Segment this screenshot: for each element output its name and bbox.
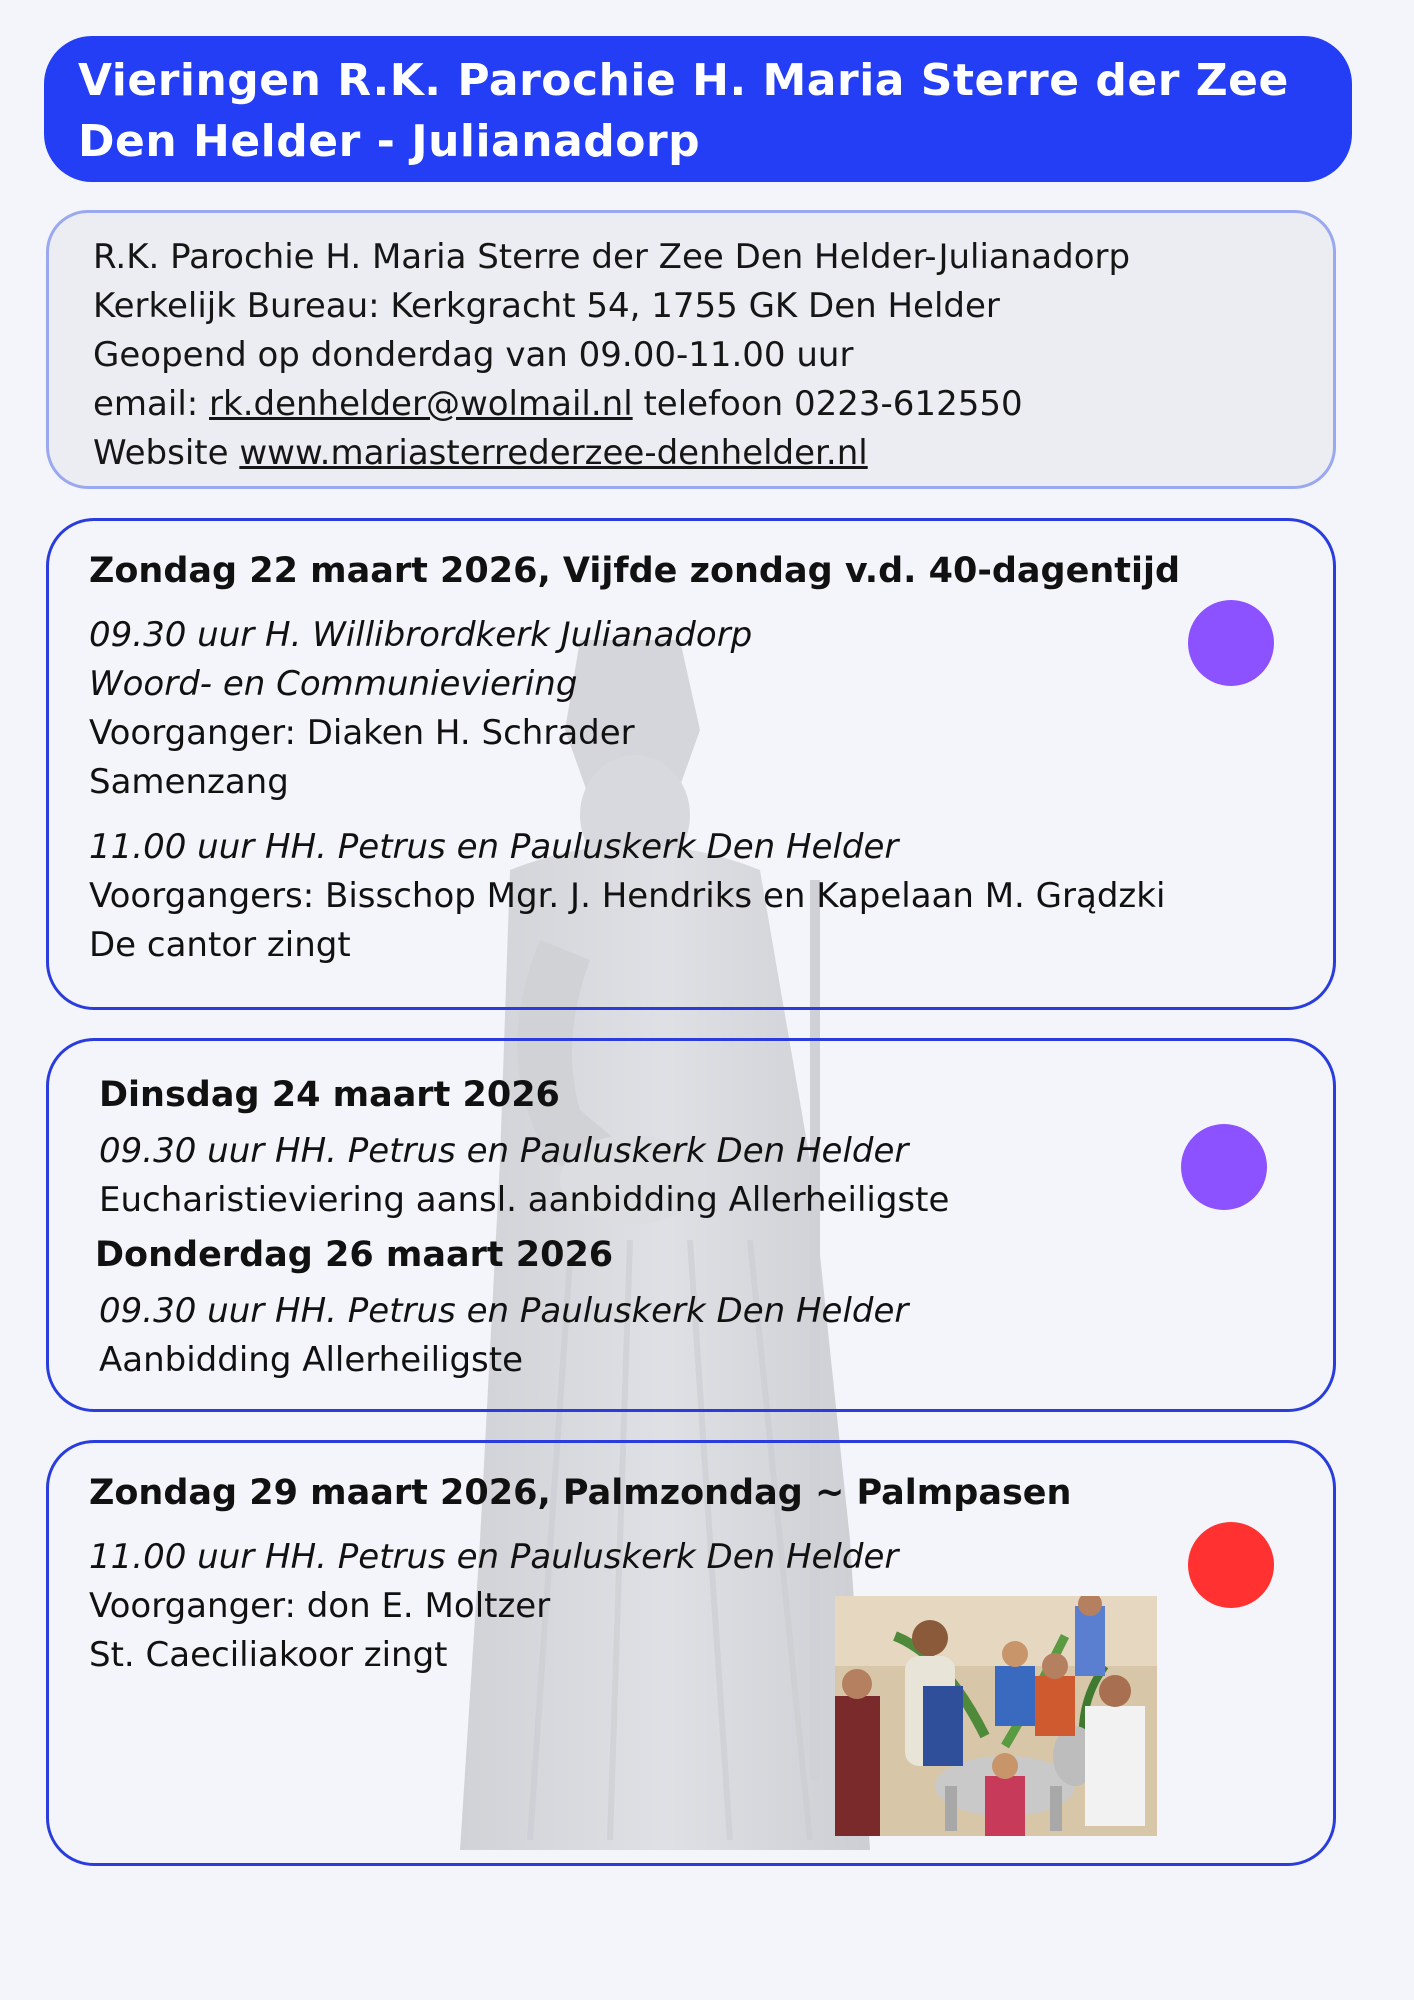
service-time-place: 11.00 uur HH. Petrus en Pauluskerk Den Helder — [89, 827, 899, 867]
day-title-tuesday-24: Dinsdag 24 maart 2026 — [99, 1075, 560, 1115]
day-title-sunday-29: Zondag 29 maart 2026, Palmzondag ~ Palmpasen — [89, 1473, 1072, 1513]
service-type: Eucharistieviering aansl. aanbidding Allerheiligste — [99, 1180, 950, 1220]
email-link[interactable]: rk.denhelder@wolmail.nl — [209, 384, 633, 424]
liturgical-color-dot-red — [1188, 1522, 1274, 1608]
office-address: Kerkelijk Bureau: Kerkgracht 54, 1755 GK Den Helder — [93, 286, 1000, 326]
service-leader: Voorgangers: Bisschop Mgr. J. Hendriks en Kapelaan M. Grądzki — [89, 876, 1166, 916]
service-box-sunday-22 — [46, 518, 1336, 1010]
parish-name: R.K. Parochie H. Maria Sterre der Zee Den Helder-Julianadorp — [93, 237, 1131, 277]
header-title-line1: Vieringen R.K. Parochie H. Maria Sterre der Zee — [78, 55, 1289, 106]
service-time-place: 11.00 uur HH. Petrus en Pauluskerk Den Helder — [89, 1537, 899, 1577]
website-link[interactable]: www.mariasterrederzee-denhelder.nl — [239, 433, 868, 473]
liturgical-color-dot-purple — [1188, 600, 1274, 686]
liturgical-color-dot-purple — [1181, 1124, 1267, 1210]
day-title-sunday-22: Zondag 22 maart 2026, Vijfde zondag v.d. 40-dagentijd — [89, 551, 1181, 591]
service-type: Aanbidding Allerheiligste — [99, 1340, 524, 1380]
day-title-thursday-26: Donderdag 26 maart 2026 — [95, 1235, 614, 1275]
service-type: Woord- en Communieviering — [89, 664, 578, 704]
phone-text: telefoon 0223-612550 — [632, 384, 1023, 424]
website-line — [93, 429, 1333, 478]
service-leader: Voorganger: don E. Moltzer — [89, 1586, 551, 1626]
service-time-place: 09.30 uur H. Willibrordkerk Julianadorp — [89, 615, 753, 655]
service-music: De cantor zingt — [89, 925, 351, 965]
website-label: Website — [93, 433, 240, 473]
page-header — [44, 36, 1352, 182]
palm-sunday-illustration-icon — [835, 1596, 1157, 1836]
service-time-place: 09.30 uur HH. Petrus en Pauluskerk Den Helder — [99, 1131, 909, 1171]
office-hours: Geopend op donderdag van 09.00-11.00 uur — [93, 335, 854, 375]
service-time-place: 09.30 uur HH. Petrus en Pauluskerk Den Helder — [99, 1291, 909, 1331]
email-phone-line — [93, 380, 1333, 429]
service-music: Samenzang — [89, 762, 289, 802]
header-title-line2: Den Helder - Julianadorp — [78, 116, 701, 167]
service-box-weekdays — [46, 1038, 1336, 1412]
email-label: email: — [93, 384, 210, 424]
parish-contact-info — [46, 210, 1336, 489]
service-music: St. Caeciliakoor zingt — [89, 1635, 448, 1675]
service-leader: Voorganger: Diaken H. Schrader — [89, 713, 635, 753]
